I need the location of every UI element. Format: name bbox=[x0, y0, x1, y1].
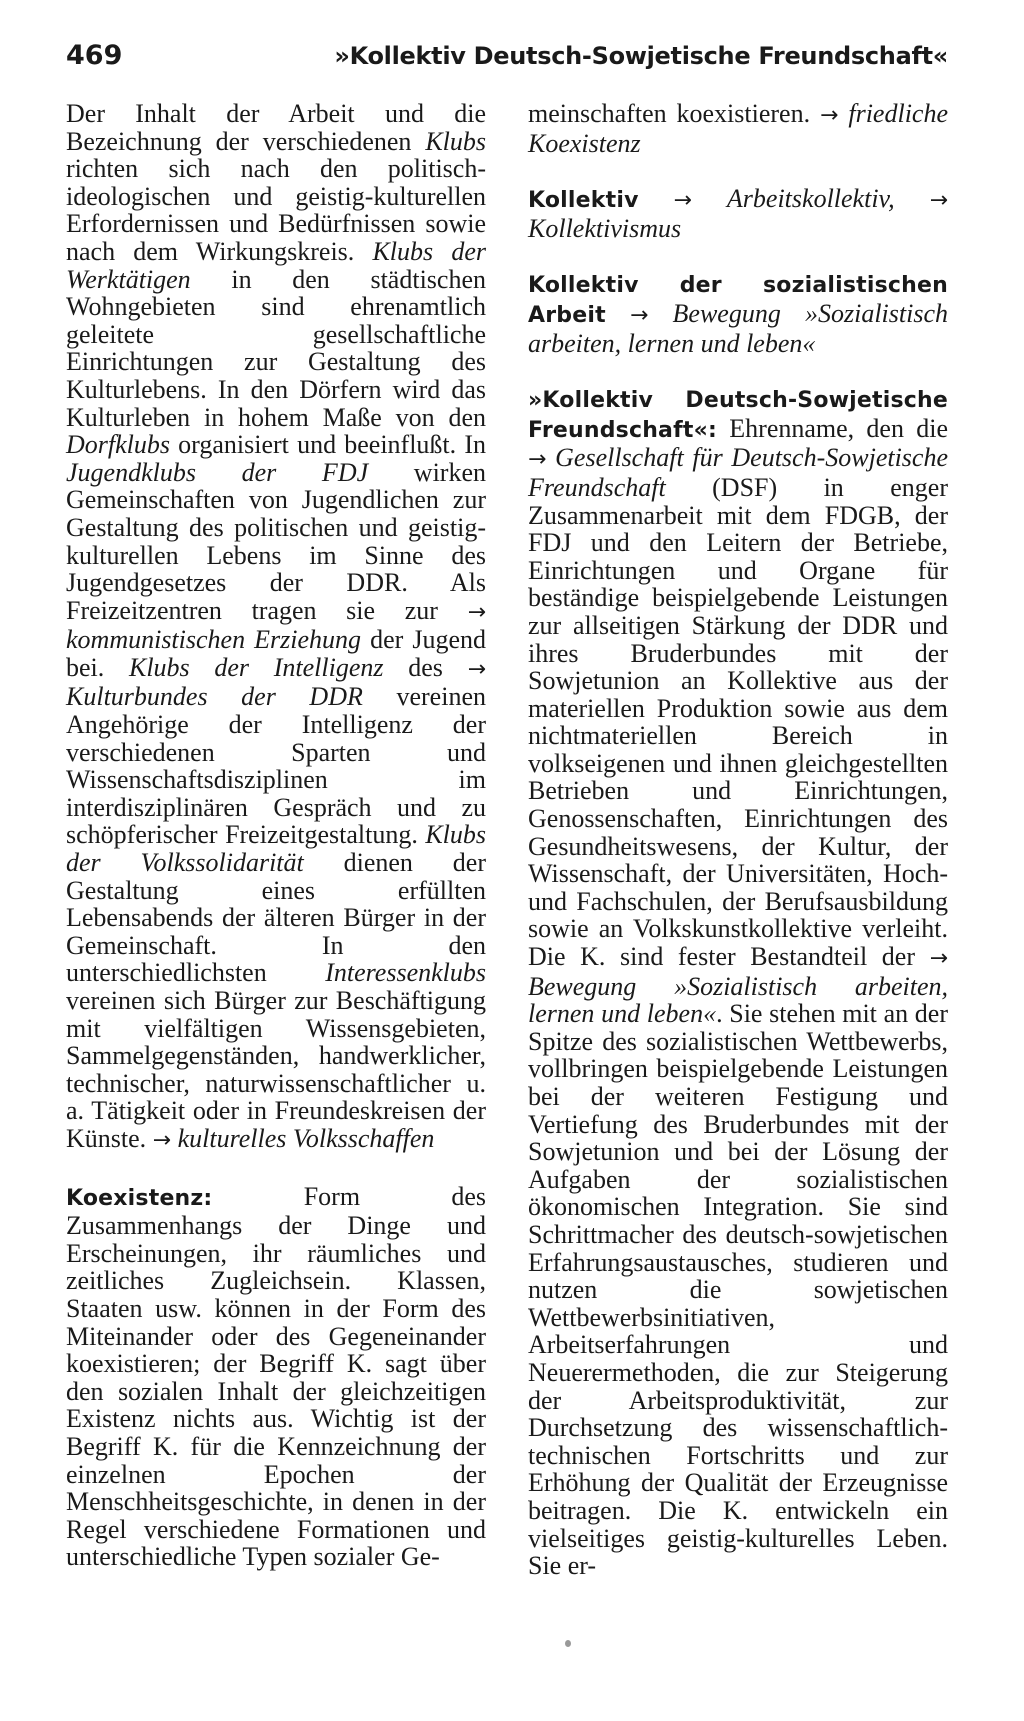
italic-term: Jugendklubs der FDJ bbox=[66, 457, 369, 487]
text-run: in den städtischen Wohngebieten sind ehrenamtlich geleitete gesellschaftliche Einrichtungen zur Gestaltung des Kulturlebens. In den Dörfern wird das Kulturleben in hohem Maße von den bbox=[66, 264, 486, 432]
cross-reference: Kollektivismus bbox=[528, 213, 682, 243]
headword: »Kollektiv Deutsch-Sowjetische Freundschaft«: bbox=[528, 388, 948, 443]
text-run: wirken Gemeinschaften von Jugendlichen zur Gestaltung des politischen und geistig-kulturellen Lebens im Sinne des Jugendgesetzes der DDR. Als Freizeitzentren tragen sie zur bbox=[66, 457, 486, 625]
text-run: der Jugend bei. bbox=[66, 625, 487, 682]
cross-reference: Bewegung »Sozialistisch arbeiten, lernen und leben« bbox=[528, 298, 948, 358]
arrow-icon: → bbox=[467, 599, 486, 625]
entry-gap bbox=[66, 1155, 486, 1183]
kollektiv-entry bbox=[528, 185, 948, 242]
klubs-entry-continuation bbox=[66, 100, 486, 1155]
text-run: dienen der Gestaltung eines erfüllten Lebensabends der älteren Bürger in der Gemeinschaft. In den unterschiedlichsten bbox=[66, 848, 486, 988]
cross-reference: Kulturbundes der DDR bbox=[66, 682, 363, 712]
entry-gap bbox=[528, 242, 948, 270]
entry-gap bbox=[528, 157, 948, 185]
koexistenz-entry bbox=[66, 1183, 486, 1571]
cross-reference: kommunistischen Erziehung bbox=[66, 625, 362, 655]
headword: Kollektiv der sozialistischen Arbeit bbox=[528, 273, 948, 328]
cross-reference: Bewegung »Sozialistisch arbeiten, lernen und leben« bbox=[528, 971, 948, 1029]
running-head: »Kollektiv Deutsch-Sowjetische Freundschaft« bbox=[334, 42, 948, 70]
text-run: richten sich nach den politisch-ideologischen und geistig-kulturellen Erfordernissen und Bedürfnissen sowie nach dem Wirkungskreis. bbox=[66, 154, 486, 266]
text-run: des bbox=[383, 652, 468, 682]
headword: Kollektiv bbox=[528, 188, 639, 214]
text-run: meinschaften koexistieren. bbox=[528, 99, 820, 128]
text-run: Ehrenname, den die bbox=[717, 413, 948, 443]
arrow-icon: → bbox=[629, 302, 649, 328]
kollektiv-sozialistische-arbeit-entry bbox=[528, 270, 948, 357]
arrow-icon: → bbox=[528, 447, 547, 473]
entry-gap bbox=[528, 357, 948, 385]
print-smudge bbox=[565, 1640, 571, 1647]
koexistenz-entry-continuation bbox=[528, 100, 948, 157]
italic-term: Klubs der Volkssolidarität bbox=[66, 820, 486, 878]
cross-reference: Arbeitskollektiv, bbox=[726, 184, 895, 214]
text-run: organisiert und beeinflußt. In bbox=[170, 430, 486, 460]
page-header bbox=[66, 40, 948, 80]
italic-term: Dorfklubs bbox=[66, 430, 170, 460]
cross-reference: friedliche Koexistenz bbox=[528, 99, 948, 158]
cross-reference: Gesellschaft für Deutsch-Sowjetische Freundschaft bbox=[528, 443, 949, 502]
kollektiv-dsf-entry bbox=[528, 385, 948, 1580]
headword: Koexistenz: bbox=[66, 1185, 213, 1211]
text-run: Der Inhalt der Arbeit und die Bezeichnung der verschiedenen bbox=[66, 99, 486, 156]
text-run: Form des Zusammenhangs der Dinge und Erscheinungen, ihr räumliches und zeitliches Zugleichsein. Klassen, Staaten usw. können in der Form des Miteinander oder des Gegeneinander koexistieren; der Begriff K. sagt über den sozialen Inhalt der gleichzeitigen Existenz nichts aus. Wichtig ist der Begriff K. für die Kennzeichnung der einzelnen Epochen der Menschheitsgeschichte, in denen in der Regel verschiedene Formationen und unterschiedliche Typen sozialer Ge- bbox=[66, 1181, 486, 1572]
arrow-icon: → bbox=[152, 1127, 172, 1153]
page-number: 469 bbox=[66, 40, 123, 71]
cross-reference: kulturelles Volksschaffen bbox=[177, 1123, 435, 1153]
text-run: (DSF) in enger Zusammenarbeit mit dem FDGB, der FDJ und den Leitern der Betriebe, Einrichtungen und Organe für beständige beispielgebende Leistungen zur allseitigen Stärkung der DDR und ihres Bruderbundes mit der Sowjetunion an Kollektive aus der materiellen Produktion sowie aus dem nichtmateriellen Bereich in volkseigenen und ihnen gleichgestellten Betrieben und Einrichtungen, Genossenschaften, Einrichtungen des Gesundheitswesens, der Kultur, der Wissenschaft, der Universitäten, Hoch- und Fachschulen, der Berufsausbildung sowie an Volkskunstkollektive verleiht. Die K. sind fester Bestandteil der bbox=[528, 472, 948, 972]
text-run: . Sie stehen mit an der Spitze des sozialistischen Wettbewerbs, vollbringen beispielgebende Leistungen bei der weiteren Festigung und Vertiefung des Bruderbundes mit der Sowjetunion und bei der Lösung der Aufgaben der sozialistischen ökonomischen Integration. Sie sind Schrittmacher des deutsch-sowjetischen Erfahrungsaustausches, studieren und nutzen die sowjetischen Wettbewerbsinitiativen, Arbeitserfahrungen und Neuerermethoden, die zur Steigerung der Arbeitsproduktivität, zur Durchsetzung des wissenschaftlich-technischen Fortschritts und zur Erhöhung der Qualität der Erzeugnisse beitragen. Die K. entwickeln ein vielseitiges geistig-kulturelles Leben. Sie er- bbox=[528, 999, 948, 1581]
text-run: vereinen Angehörige der Intelligenz der verschiedenen Sparten und Wissenschaftsdisziplinen im interdisziplinären Gespräch und zu schöpferischer Freizeitgestaltung. bbox=[66, 682, 486, 850]
italic-term: Klubs bbox=[425, 126, 486, 156]
italic-term: Interessenklubs bbox=[325, 958, 486, 988]
arrow-icon: → bbox=[929, 946, 948, 972]
left-column bbox=[66, 100, 486, 1571]
text-run: vereinen sich Bürger zur Beschäftigung mit vielfältigen Wissensgebieten, Sammelgegenständen, handwerklicher, technischer, naturwissenschaftlicher u. a. Tätigkeit oder in Freundeskreisen der Künste. bbox=[66, 986, 486, 1153]
arrow-icon: → bbox=[929, 188, 949, 214]
arrow-icon: → bbox=[467, 656, 487, 682]
arrow-icon: → bbox=[820, 103, 839, 128]
arrow-icon: → bbox=[673, 188, 692, 214]
right-column bbox=[528, 100, 948, 1580]
italic-term: Klubs der Intelligenz bbox=[128, 652, 384, 682]
italic-term: Klubs der Werktätigen bbox=[66, 236, 486, 294]
